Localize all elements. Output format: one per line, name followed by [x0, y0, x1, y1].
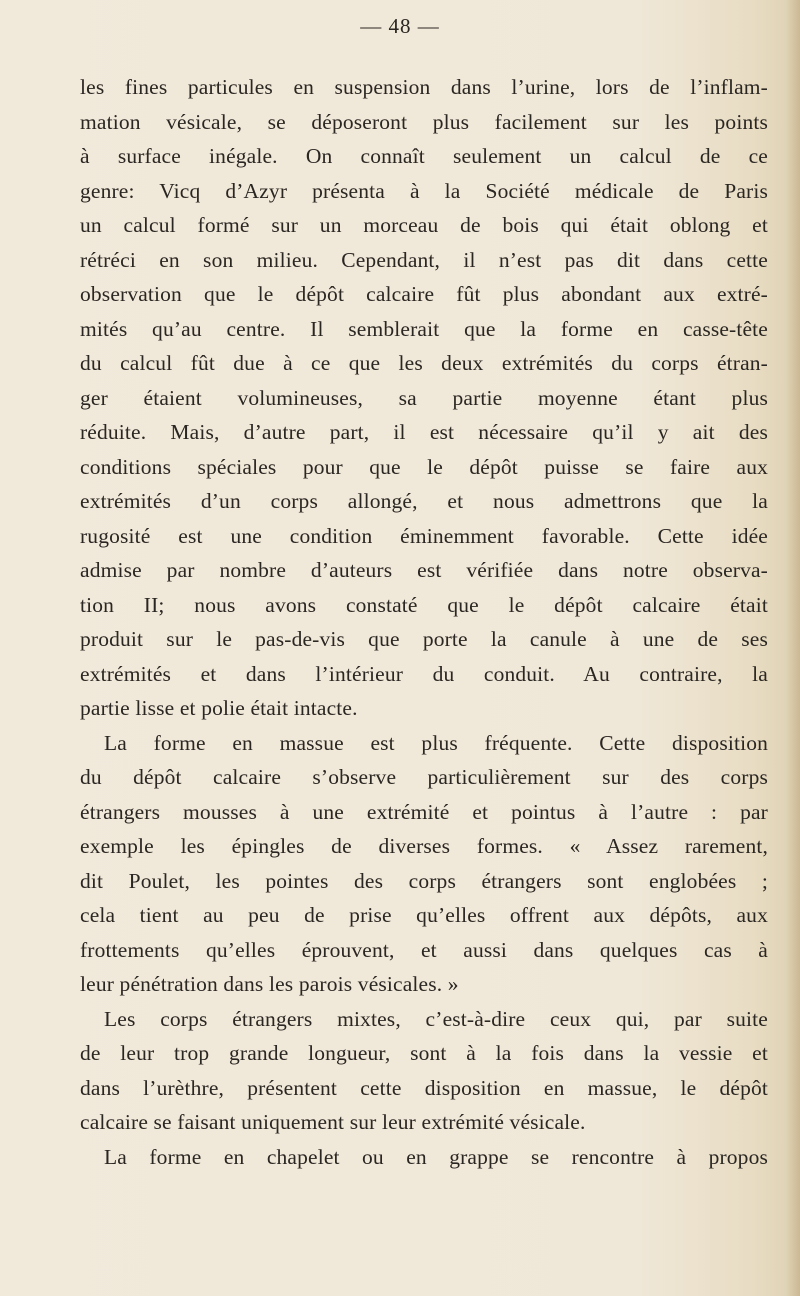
body-text — [80, 70, 768, 1174]
text-line: mation vésicale, se déposeront plus facilement sur les points — [80, 109, 768, 134]
text-line: leur pénétration dans les parois vésicales. » — [80, 972, 459, 996]
text-line: admise par nombre d’auteurs est vérifiée dans notre observa- — [80, 558, 768, 582]
text-line: observation que le dépôt calcaire fût plus abondant aux extré- — [80, 282, 768, 306]
text-line: extrémités d’un corps allongé, et nous admettrons que la — [80, 489, 768, 513]
text-line: rugosité est une condition éminemment favorable. Cette idée — [80, 523, 768, 548]
text-line: Les corps étrangers mixtes, c’est-à-dire ceux qui, par suite — [104, 1006, 768, 1031]
text-line: tion II; nous avons constaté que le dépôt calcaire était — [80, 592, 768, 617]
text-line: exemple les épingles de diverses formes. « Assez rarement, — [80, 834, 768, 858]
text-line: à surface inégale. On connaît seulement un calcul de ce — [80, 144, 768, 168]
text-line: dans l’urèthre, présentent cette disposition en massue, le dépôt — [80, 1075, 768, 1100]
text-line: ger étaient volumineuses, sa partie moyenne étant plus — [80, 385, 768, 410]
text-line: genre: Vicq d’Azyr présenta à la Société médicale de Paris — [80, 178, 768, 203]
text-line: un calcul formé sur un morceau de bois qui était oblong et — [80, 213, 768, 237]
text-line: partie lisse et polie était intacte. — [80, 696, 358, 720]
text-line: rétréci en son milieu. Cependant, il n’est pas dit dans cette — [80, 247, 768, 272]
text-line: produit sur le pas-de-vis que porte la canule à une de ses — [80, 627, 768, 651]
text-line: frottements qu’elles éprouvent, et aussi dans quelques cas à — [80, 937, 768, 962]
text-line: dit Poulet, les pointes des corps étrangers sont englobées ; — [80, 868, 768, 893]
page-edge-shadow — [786, 0, 800, 1296]
text-line: les fines particules en suspension dans l’urine, lors de l’inflam- — [80, 75, 768, 99]
text-line: La forme en massue est plus fréquente. Cette disposition — [104, 730, 768, 755]
text-line: étrangers mousses à une extrémité et pointus à l’autre : par — [80, 799, 768, 824]
text-line: conditions spéciales pour que le dépôt puisse se faire aux — [80, 454, 768, 479]
text-line: réduite. Mais, d’autre part, il est nécessaire qu’il y ait des — [80, 420, 768, 444]
text-line: du dépôt calcaire s’observe particulièrement sur des corps — [80, 765, 768, 789]
text-line: extrémités et dans l’intérieur du conduit. Au contraire, la — [80, 661, 768, 686]
text-line: cela tient au peu de prise qu’elles offrent aux dépôts, aux — [80, 903, 768, 927]
text-line: calcaire se faisant uniquement sur leur extrémité vésicale. — [80, 1110, 586, 1134]
text-line: mités qu’au centre. Il semblerait que la forme en casse-tête — [80, 316, 768, 341]
text-line: de leur trop grande longueur, sont à la fois dans la vessie et — [80, 1041, 768, 1065]
text-line: La forme en chapelet ou en grappe se rencontre à propos — [104, 1144, 768, 1169]
text-line: du calcul fût due à ce que les deux extrémités du corps étran- — [80, 351, 768, 375]
page-number: — 48 — — [360, 14, 440, 38]
